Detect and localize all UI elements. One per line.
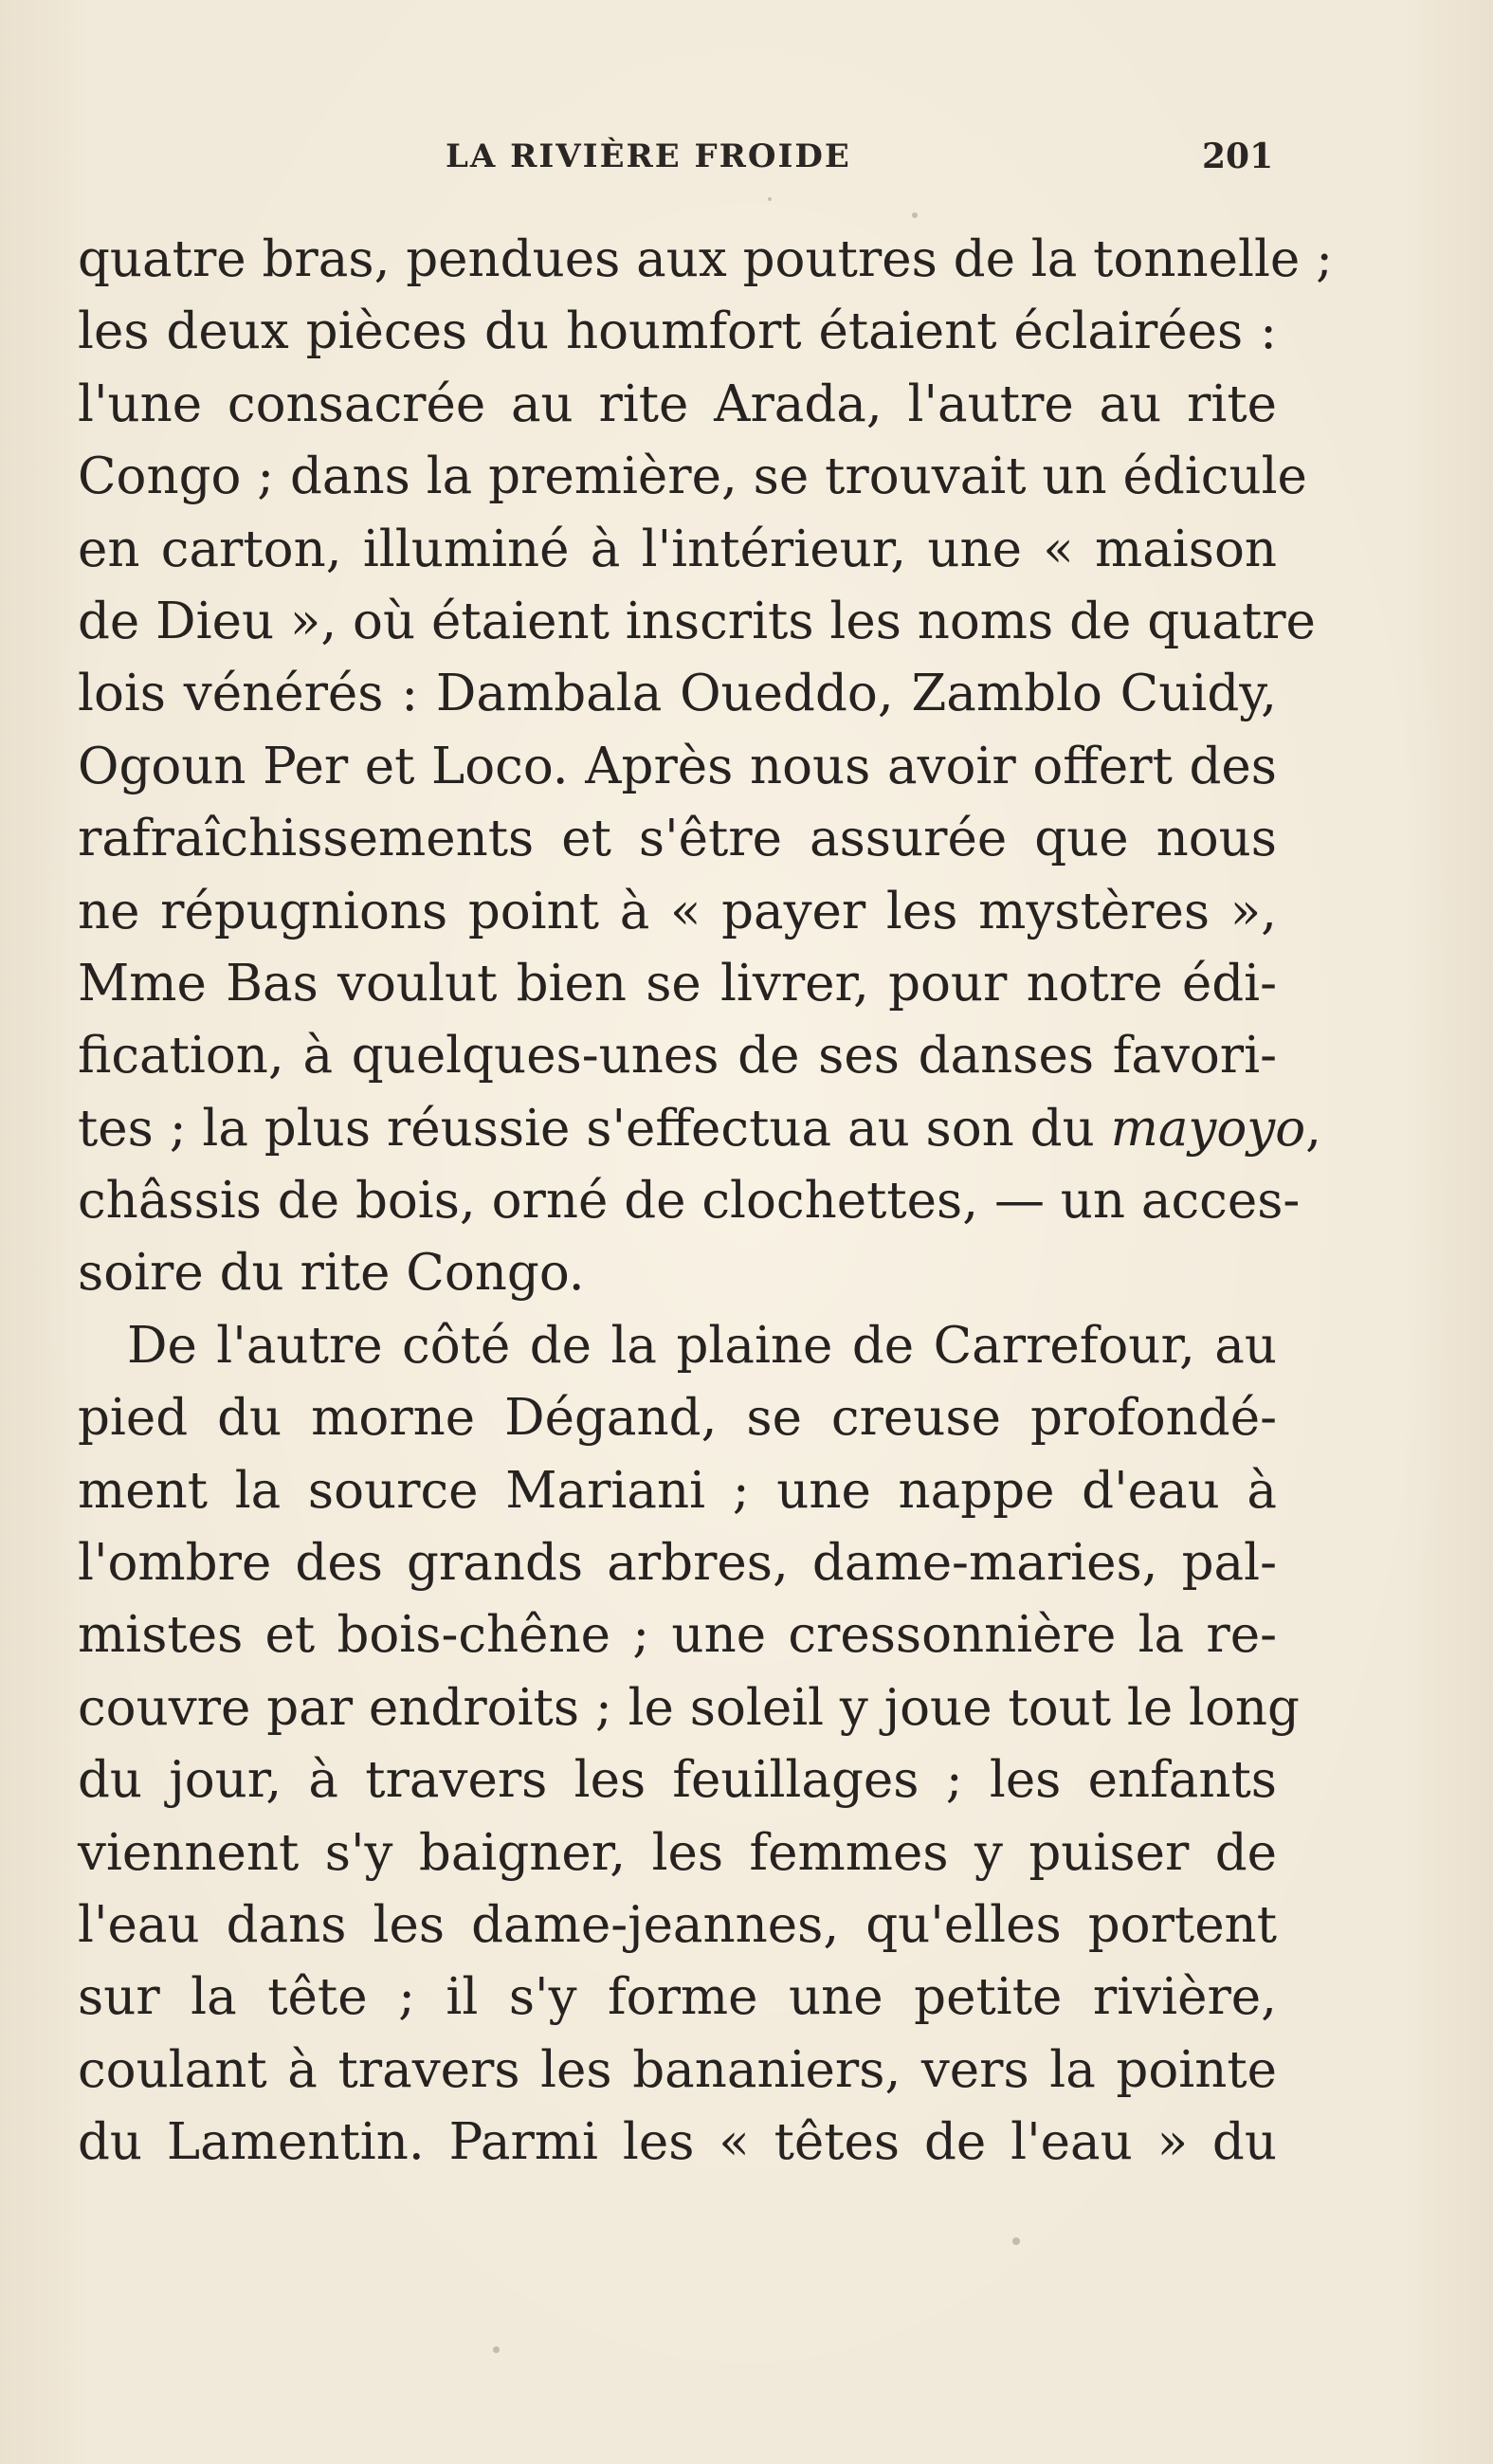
text-line: coulant à travers les bananiers, vers la pointe (78, 2040, 1277, 2099)
text-line: l'une consacrée au rite Arada, l'autre au rite (78, 374, 1277, 433)
text-line: mistes et bois-chêne ; une cressonnière la re- (78, 1606, 1277, 1665)
text-line: fication, à quelques-unes de ses danses favori- (78, 1027, 1277, 1086)
paper-speck (768, 197, 772, 201)
paper-speck (493, 2346, 500, 2353)
text-line-with-italic (78, 1093, 1321, 1165)
text-line: ment la source Mariani ; une nappe d'eau à (78, 1461, 1277, 1520)
running-title: LA RIVIÈRE FROIDE (446, 137, 851, 175)
text-line: Congo ; dans la première, se trouvait un édicule (78, 447, 1307, 506)
text-line: du Lamentin. Parmi les « têtes de l'eau » du (78, 2113, 1277, 2172)
text-line: ne répugnions point à « payer les mystères », (78, 882, 1277, 940)
paragraph-end-line: soire du rite Congo. (78, 1244, 585, 1303)
text-line: l'eau dans les dame-jeannes, qu'elles portent (78, 1895, 1277, 1954)
paper-speck (912, 212, 918, 218)
text-segment: tes ; la plus réussie s'effectua au son du (78, 1099, 1111, 1158)
text-line: Ogoun Per et Loco. Après nous avoir offert des (78, 737, 1277, 795)
text-line: lois vénérés : Dambala Oueddo, Zamblo Cuidy, (78, 665, 1277, 723)
paragraph-start-line: De l'autre côté de la plaine de Carrefour, au (127, 1316, 1277, 1375)
text-line: quatre bras, pendues aux poutres de la tonnelle ; (78, 230, 1333, 288)
running-head (0, 136, 1493, 177)
text-line: de Dieu », où étaient inscrits les noms de quatre (78, 592, 1316, 650)
text-line: l'ombre des grands arbres, dame-maries, pal- (78, 1534, 1277, 1593)
text-line: sur la tête ; il s'y forme une petite rivière, (78, 1968, 1277, 2027)
page-number: 201 (1202, 137, 1274, 176)
text-line: rafraîchissements et s'être assurée que nous (78, 810, 1277, 868)
text-line: du jour, à travers les feuillages ; les enfants (78, 1751, 1277, 1810)
text-line: couvre par endroits ; le soleil y joue tout le long (78, 1678, 1300, 1737)
text-line: viennent s'y baigner, les femmes y puiser de (78, 1823, 1277, 1882)
italic-term: mayoyo (1110, 1099, 1306, 1158)
text-line: pied du morne Dégand, se creuse profondé- (78, 1389, 1277, 1448)
text-line: Mme Bas voulut bien se livrer, pour notre édi- (78, 954, 1277, 1013)
body-text (78, 224, 1333, 2180)
text-line: les deux pièces du houmfort étaient éclairées : (78, 302, 1277, 361)
text-line: en carton, illuminé à l'intérieur, une « maison (78, 520, 1277, 578)
paper-speck (1012, 2237, 1020, 2245)
text-line: châssis de bois, orné de clochettes, — un acces- (78, 1172, 1301, 1231)
text-segment: , (1305, 1099, 1321, 1158)
